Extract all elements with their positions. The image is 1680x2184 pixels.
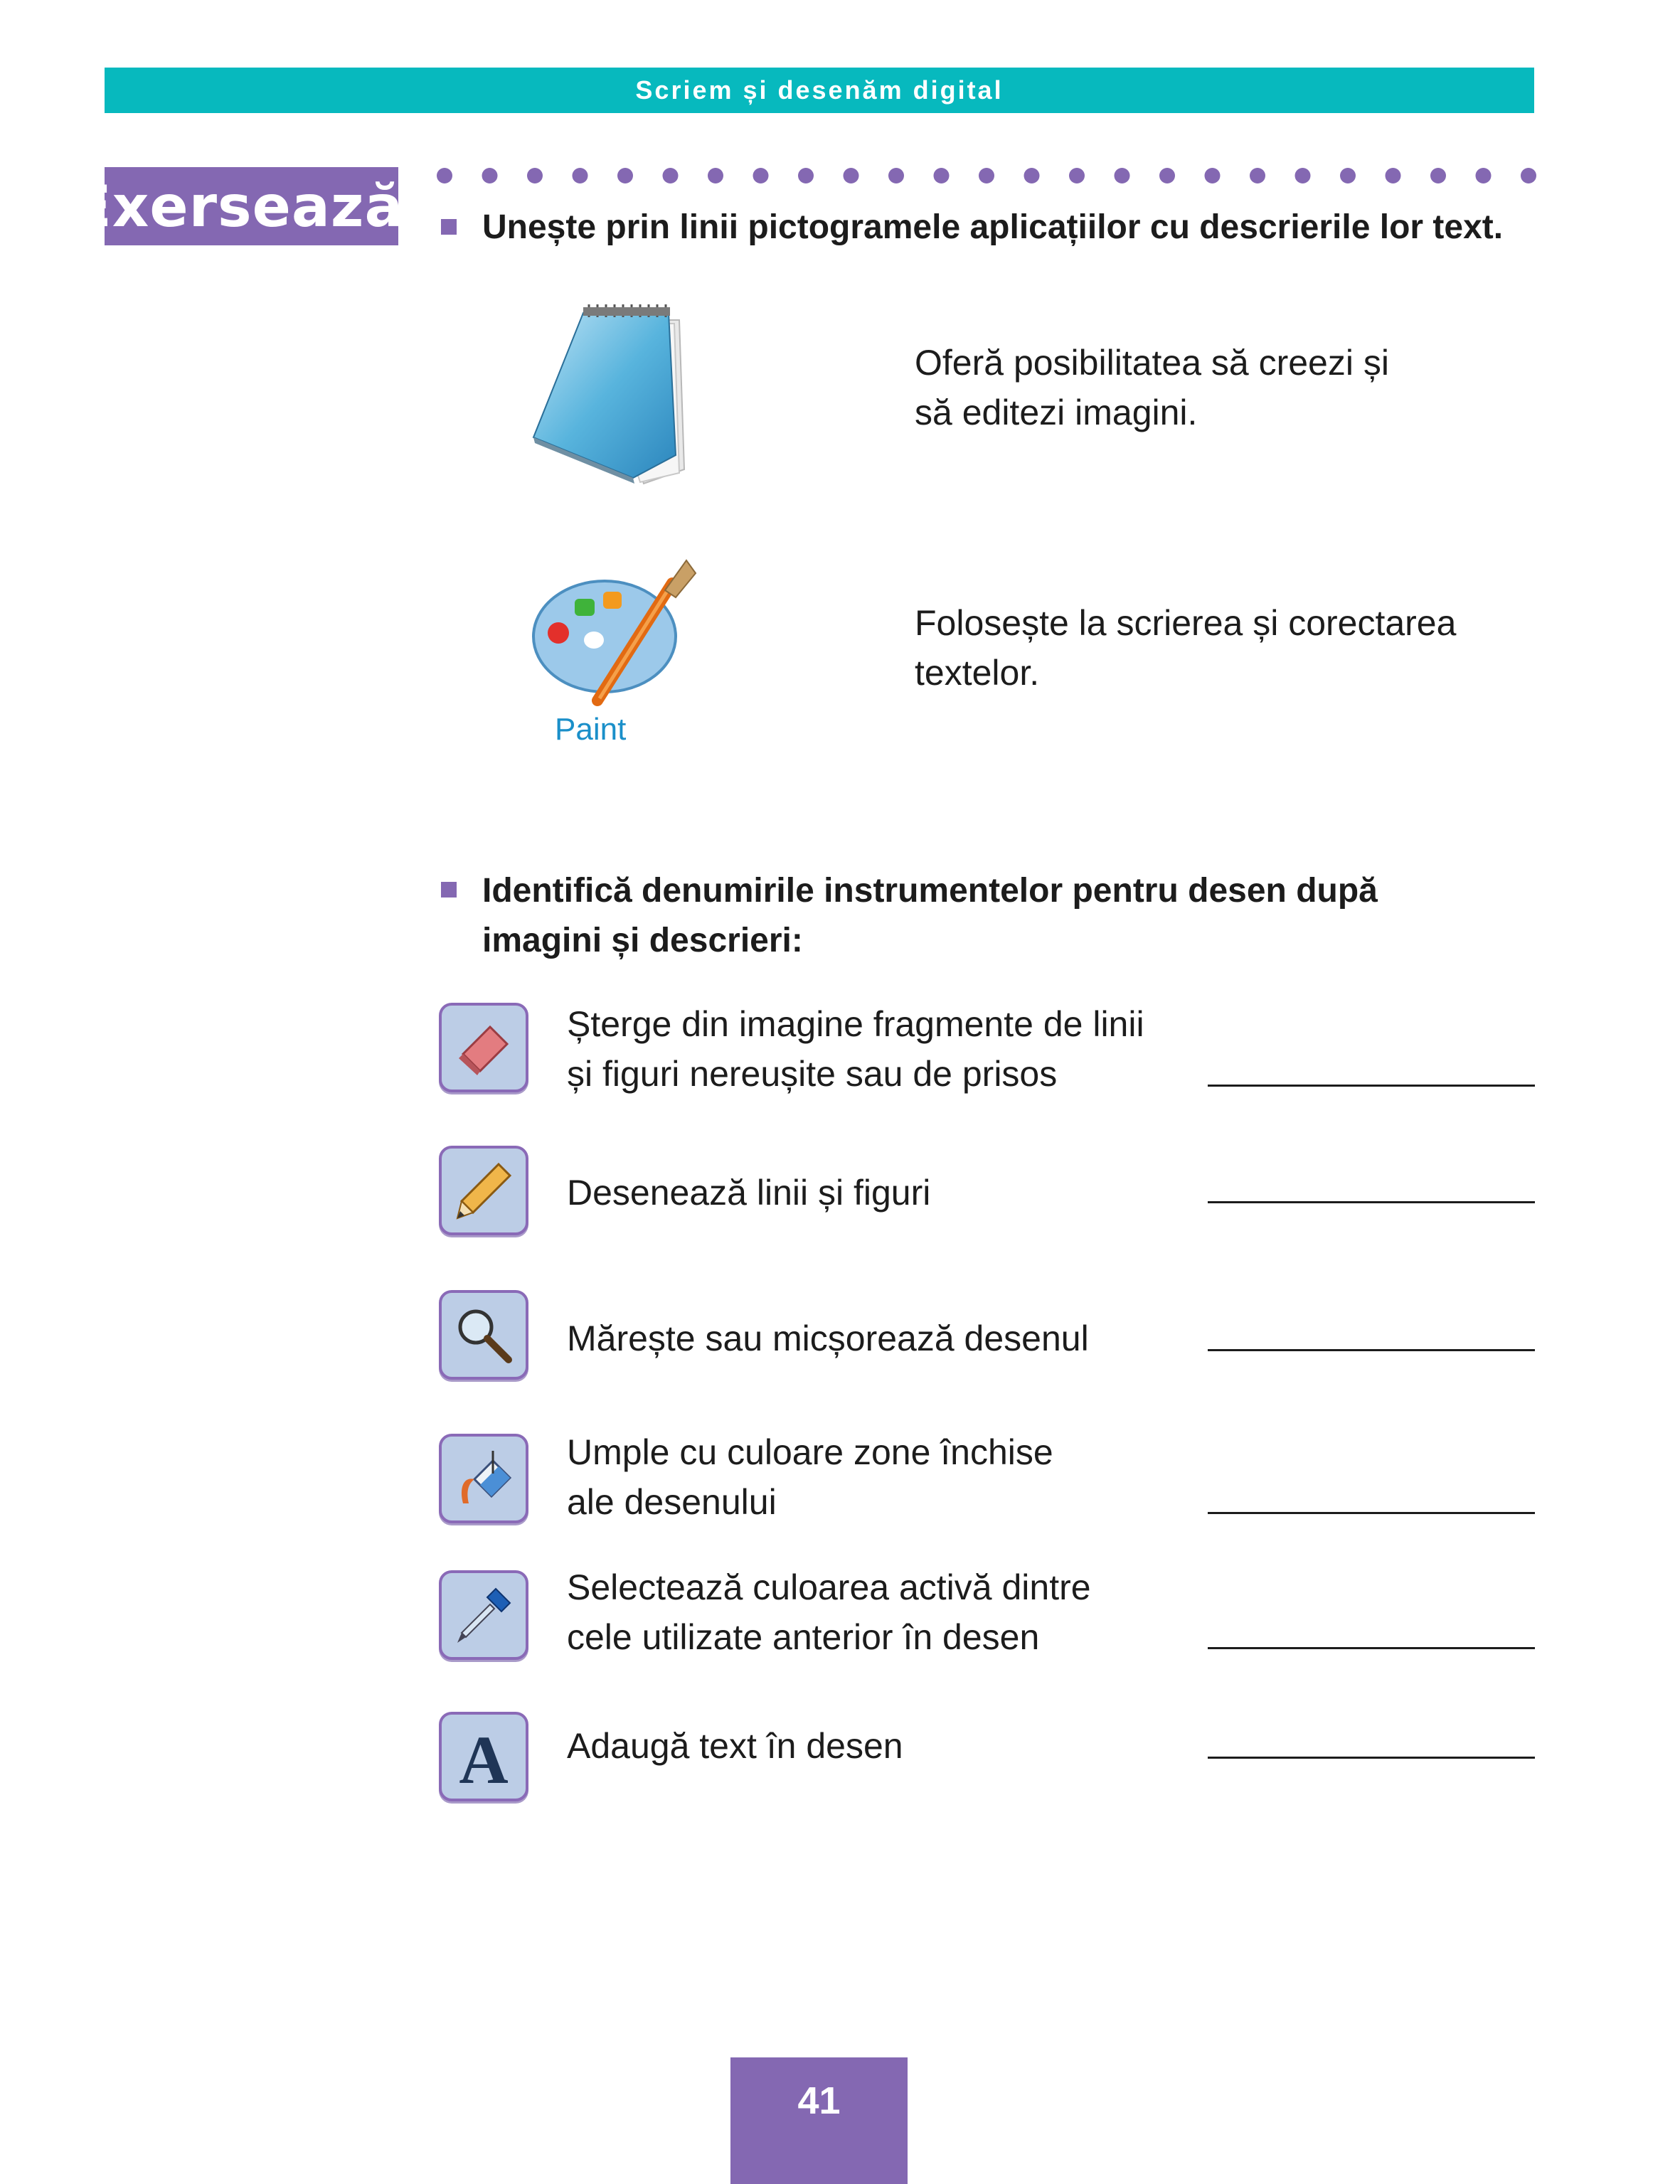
tool-description-4: Umple cu culoare zone închise ale desenului (567, 1432, 1053, 1522)
paint-caption: Paint (555, 712, 627, 747)
eraser-icon (439, 1003, 528, 1092)
divider-dot (844, 168, 859, 183)
color-picker-icon (439, 1570, 528, 1660)
divider-dot (1159, 168, 1175, 183)
answer-field-1[interactable] (1208, 1085, 1535, 1087)
divider-dot (979, 168, 994, 183)
divider-dot (1205, 168, 1221, 183)
answer-field-5[interactable] (1208, 1647, 1535, 1649)
divider-dot (1430, 168, 1446, 183)
pencil-icon (439, 1146, 528, 1235)
divider-dot (1115, 168, 1130, 183)
page-number: 41 (730, 2057, 908, 2184)
tool-description-5: Selectează culoarea activă dintre cele utilizate anterior în desen (567, 1567, 1091, 1657)
divider-dot (1521, 168, 1536, 183)
divider-dot (888, 168, 904, 183)
exercise1-instruction: Unește prin linii pictogramele aplicațiilor cu descrierile lor text. (482, 208, 1504, 246)
dotted-divider (435, 166, 1536, 185)
exercise-tag (73, 167, 430, 245)
tool-description-1: Șterge din imagine fragmente de linii și figuri nereușite sau de prisos (567, 1004, 1144, 1094)
divider-dot (527, 168, 543, 183)
divider-dot (437, 168, 452, 183)
answer-field-6[interactable] (1208, 1757, 1535, 1759)
exercise2-instruction: Identifică denumirile instrumentelor pentru desen după imagini și descrieri: (482, 872, 1378, 959)
bullet-square-icon (441, 882, 457, 897)
answer-field-2[interactable] (1208, 1201, 1535, 1203)
divider-dot (753, 168, 769, 183)
answer-field-4[interactable] (1208, 1512, 1535, 1514)
divider-dot (1340, 168, 1356, 183)
divider-dot (1069, 168, 1085, 183)
divider-dot (1386, 168, 1401, 183)
divider-dot (708, 168, 723, 183)
fill-bucket-icon (439, 1434, 528, 1523)
paint-icon (526, 548, 697, 754)
tool-description-6: Adaugă text în desen (567, 1726, 903, 1766)
divider-dot (663, 168, 679, 183)
answer-field-3[interactable] (1208, 1349, 1535, 1351)
text-tool-icon (439, 1712, 528, 1801)
divider-dot (573, 168, 588, 183)
app-description-2: Folosește la scrierea și corectarea textelor. (915, 603, 1457, 693)
magnifier-icon (439, 1290, 528, 1380)
app-description-1: Oferă posibilitatea să creezi și să editezi imagini. (915, 343, 1389, 432)
divider-dot (1295, 168, 1311, 183)
divider-dot (617, 168, 633, 183)
exercise-tag-label: Exersează! (73, 173, 430, 240)
divider-dot (1476, 168, 1492, 183)
bullet-square-icon (441, 219, 457, 235)
divider-dot (798, 168, 814, 183)
tool-description-2: Desenează linii și figuri (567, 1173, 931, 1213)
divider-dot (1250, 168, 1265, 183)
divider-dot (934, 168, 950, 183)
divider-dot (1024, 168, 1040, 183)
notepad-icon (526, 292, 697, 491)
chapter-header (105, 68, 1534, 113)
svg-text:A: A (459, 1722, 509, 1791)
divider-dot (482, 168, 498, 183)
tool-description-3: Mărește sau micșorează desenul (567, 1319, 1089, 1358)
chapter-title: Scriem și desenăm digital (635, 75, 1004, 105)
